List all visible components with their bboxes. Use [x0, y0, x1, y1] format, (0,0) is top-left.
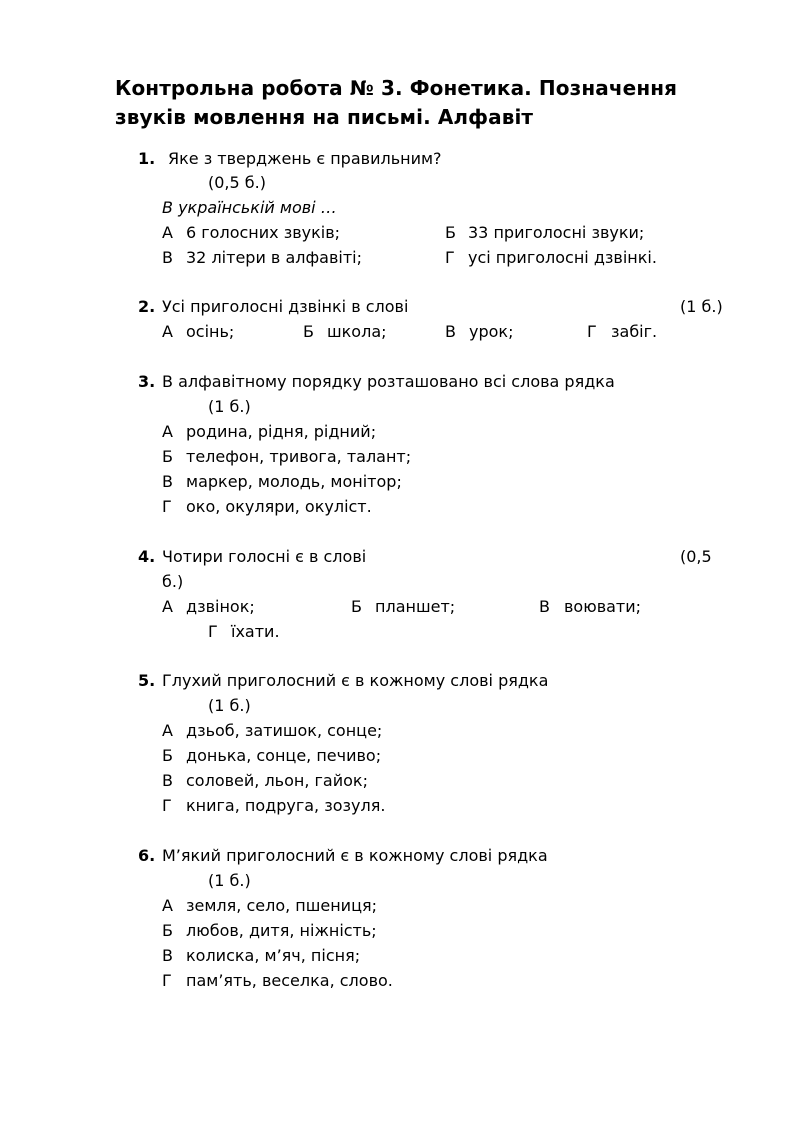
option-letter: Б [162, 921, 173, 940]
option-text: книга, подруга, зозуля. [186, 796, 386, 815]
option-text: школа; [327, 322, 387, 341]
option-letter: Б [351, 597, 362, 616]
option-text: їхати. [231, 622, 280, 641]
option-text: донька, сонце, печиво; [186, 746, 382, 765]
option-letter: В [162, 472, 173, 491]
question-number: 4. [138, 547, 156, 566]
option-text: колиска, м’яч, пісня; [186, 946, 361, 965]
option-letter: Б [303, 322, 314, 341]
option-letter: Г [587, 322, 597, 341]
question-text: Усі приголосні дзвінкі в слові [162, 297, 409, 316]
question-text: М’який приголосний є в кожному слові рядка [162, 846, 548, 865]
option-letter: В [445, 322, 456, 341]
option-letter: А [162, 721, 173, 740]
question-points: (1 б.) [208, 397, 251, 416]
option-letter: Б [445, 223, 456, 242]
option-letter: Б [162, 746, 173, 765]
option-text: дзвінок; [186, 597, 255, 616]
option-text: соловей, льон, гайок; [186, 771, 368, 790]
option-letter: Г [208, 622, 218, 641]
option-text: 6 голосних звуків; [186, 223, 341, 242]
option-text: телефон, тривога, талант; [186, 447, 412, 466]
question-text: Яке з тверджень є правильним? [168, 149, 442, 168]
option-text: воювати; [564, 597, 642, 616]
question-text: Чотири голосні є в слові [162, 547, 367, 566]
option-letter: А [162, 422, 173, 441]
question-points: (1 б.) [208, 696, 251, 715]
question-text: Глухий приголосний є в кожному слові рядка [162, 671, 549, 690]
option-letter: Г [162, 497, 172, 516]
option-text: усі приголосні дзвінкі. [468, 248, 657, 267]
question-intro: В українській мові … [162, 198, 337, 217]
question-number: 1. [138, 149, 156, 168]
document-title: Контрольна робота № 3. Фонетика. Позначення звуків мовлення на письмі. Алфавіт [115, 76, 678, 129]
option-text: забіг. [611, 322, 658, 341]
option-letter: А [162, 896, 173, 915]
option-letter: Г [445, 248, 455, 267]
question-points: (1 б.) [208, 871, 251, 890]
option-text: планшет; [375, 597, 456, 616]
option-text: осінь; [186, 322, 235, 341]
option-text: око, окуляри, окуліст. [186, 497, 372, 516]
option-text: дзьоб, затишок, сонце; [186, 721, 383, 740]
question-points-wrap: б.) [162, 572, 184, 591]
option-text: любов, дитя, ніжність; [186, 921, 377, 940]
option-text: урок; [469, 322, 514, 341]
question-number: 5. [138, 671, 156, 690]
question-points: (0,5 [680, 547, 712, 566]
option-letter: Г [162, 971, 172, 990]
question-number: 6. [138, 846, 156, 865]
option-letter: Г [162, 796, 172, 815]
option-text: земля, село, пшениця; [186, 896, 377, 915]
question-number: 3. [138, 372, 156, 391]
question-text: В алфавітному порядку розташовано всі слова рядка [162, 372, 615, 391]
option-letter: Б [162, 447, 173, 466]
option-text: пам’ять, веселка, слово. [186, 971, 393, 990]
option-letter: В [162, 946, 173, 965]
question-points: (1 б.) [680, 297, 723, 316]
question-points: (0,5 б.) [208, 173, 266, 192]
option-letter: В [162, 248, 173, 267]
option-letter: А [162, 322, 173, 341]
question-number: 2. [138, 297, 156, 316]
option-text: маркер, молодь, монітор; [186, 472, 402, 491]
option-letter: А [162, 223, 173, 242]
option-letter: А [162, 597, 173, 616]
option-text: 32 літери в алфавіті; [186, 248, 362, 267]
option-letter: В [539, 597, 550, 616]
option-text: 33 приголосні звуки; [468, 223, 645, 242]
option-letter: В [162, 771, 173, 790]
option-text: родина, рідня, рідний; [186, 422, 377, 441]
